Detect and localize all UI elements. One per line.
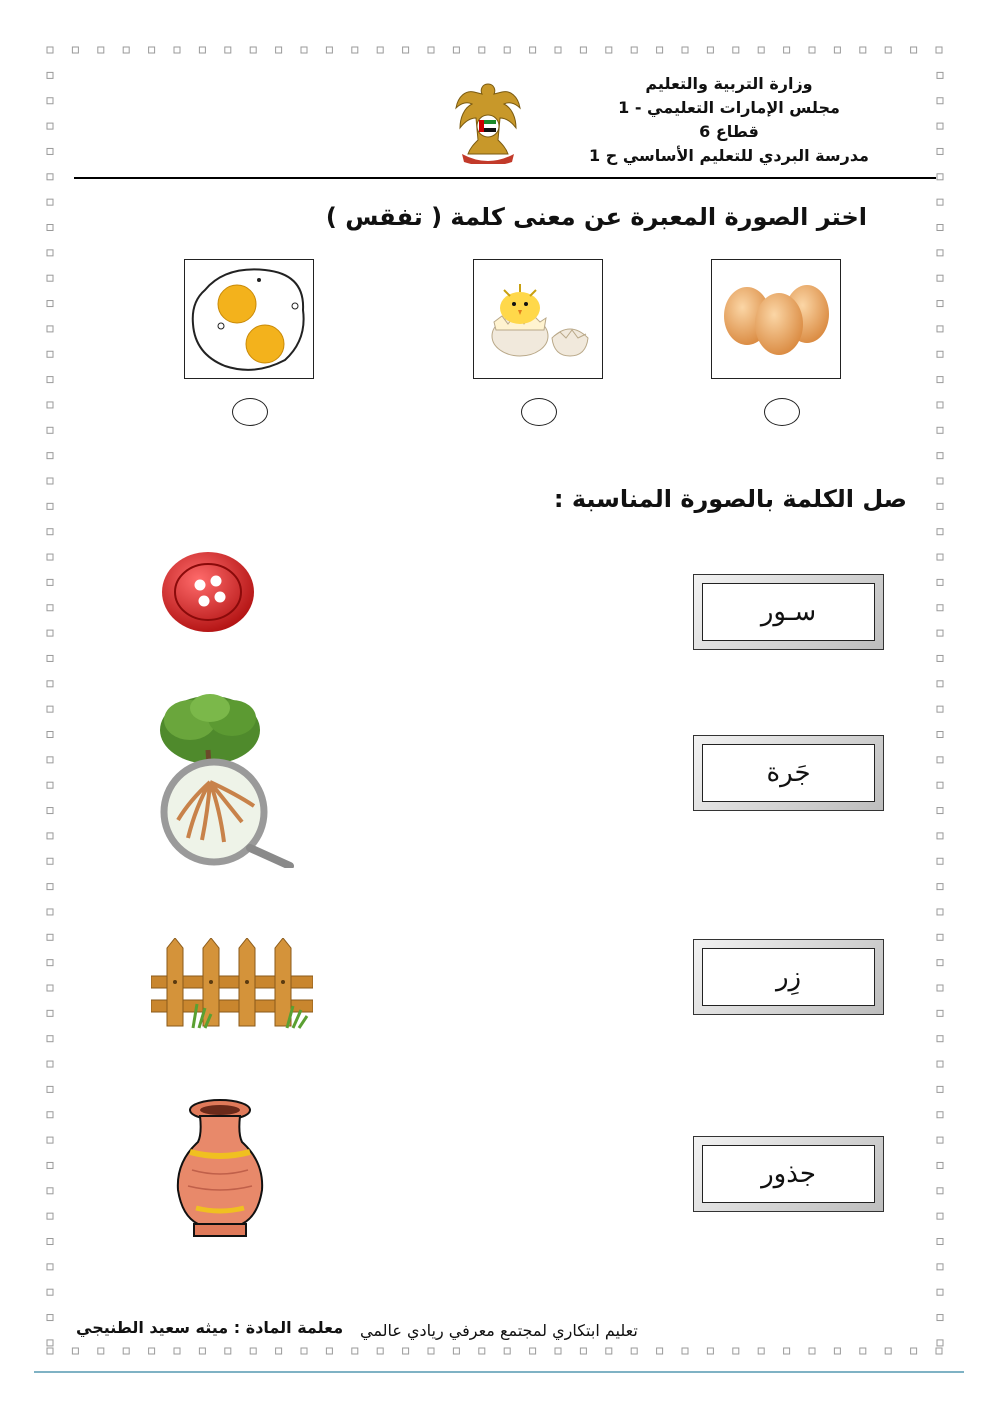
border-dot — [377, 47, 383, 53]
border-dot — [555, 47, 561, 53]
border-dot — [47, 98, 53, 104]
border-dot — [860, 47, 866, 53]
border-dot — [47, 554, 53, 560]
border-dot — [47, 199, 53, 205]
border-dot — [47, 706, 53, 712]
fried-eggs-icon — [185, 260, 313, 378]
border-dot — [47, 808, 53, 814]
word-card-label: زِر — [702, 948, 875, 1006]
border-dot — [936, 1348, 942, 1354]
border-dot — [911, 47, 917, 53]
border-dot — [937, 1137, 943, 1143]
border-dot — [47, 402, 53, 408]
border-dot — [47, 833, 53, 839]
border-dot — [149, 1348, 155, 1354]
border-dot — [47, 909, 53, 915]
border-dot — [174, 47, 180, 53]
border-dot — [479, 1348, 485, 1354]
border-dot — [530, 47, 536, 53]
roots-icon[interactable] — [150, 690, 296, 868]
eggs-icon — [712, 260, 840, 378]
border-dot — [885, 1348, 891, 1354]
border-dot — [47, 1315, 53, 1321]
border-dot — [47, 985, 53, 991]
option-fried-eggs-choice-circle[interactable] — [232, 398, 268, 426]
word-card-label: جَرة — [702, 744, 875, 802]
uae-emblem-icon — [452, 78, 524, 164]
border-dot — [937, 909, 943, 915]
border-dot — [47, 884, 53, 890]
border-dot — [47, 858, 53, 864]
border-dot — [352, 47, 358, 53]
border-dot — [250, 47, 256, 53]
border-dot — [937, 1162, 943, 1168]
word-card-label: جذور — [702, 1145, 875, 1203]
border-dot — [504, 1348, 510, 1354]
border-dot — [301, 1348, 307, 1354]
border-dot — [606, 1348, 612, 1354]
border-dot — [937, 1239, 943, 1245]
border-dot — [47, 1213, 53, 1219]
option-hatching-chick-picture[interactable] — [473, 259, 603, 379]
border-dot — [834, 1348, 840, 1354]
border-dot — [47, 326, 53, 332]
border-dot — [937, 1289, 943, 1295]
border-dot — [47, 275, 53, 281]
border-dot — [937, 98, 943, 104]
fence-icon[interactable] — [151, 938, 313, 1034]
border-dot — [199, 47, 205, 53]
border-dot — [479, 47, 485, 53]
border-dot — [937, 782, 943, 788]
border-dot — [937, 72, 943, 78]
border-dot — [937, 148, 943, 154]
border-dot — [631, 1348, 637, 1354]
border-dot — [784, 1348, 790, 1354]
border-dot — [937, 1188, 943, 1194]
border-dot — [47, 250, 53, 256]
border-dot — [301, 47, 307, 53]
border-dot — [682, 1348, 688, 1354]
border-dot — [47, 960, 53, 966]
border-dot — [937, 706, 943, 712]
school-motto: تعليم ابتكاري لمجتمع معرفي ريادي عالمي — [360, 1321, 638, 1340]
border-dot — [98, 47, 104, 53]
border-dot — [326, 1348, 332, 1354]
border-dot — [123, 1348, 129, 1354]
border-dot — [937, 579, 943, 585]
border-dot — [937, 199, 943, 205]
border-dot — [937, 529, 943, 535]
jar-icon[interactable] — [172, 1098, 268, 1240]
border-dot — [937, 1315, 943, 1321]
border-dot — [937, 655, 943, 661]
border-dot — [937, 250, 943, 256]
border-dot — [937, 757, 943, 763]
border-dot — [937, 934, 943, 940]
border-dot — [657, 1348, 663, 1354]
border-dot — [937, 174, 943, 180]
border-dot — [47, 1162, 53, 1168]
border-dot — [47, 1137, 53, 1143]
border-dot — [326, 47, 332, 53]
border-dot — [937, 1340, 943, 1346]
border-dot — [47, 301, 53, 307]
border-dot — [937, 960, 943, 966]
border-dot — [47, 1188, 53, 1194]
school-header — [564, 72, 894, 168]
option-eggs-choice-circle[interactable] — [764, 398, 800, 426]
border-dot — [47, 1348, 53, 1354]
border-dot — [47, 1289, 53, 1295]
border-dot — [47, 1112, 53, 1118]
border-dot — [937, 630, 943, 636]
border-dot — [937, 453, 943, 459]
border-dot — [47, 478, 53, 484]
option-fried-eggs-picture[interactable] — [184, 259, 314, 379]
border-dot — [937, 427, 943, 433]
border-dot — [937, 1086, 943, 1092]
border-dot — [276, 47, 282, 53]
border-dot — [555, 1348, 561, 1354]
border-dot — [47, 453, 53, 459]
border-dot — [47, 72, 53, 78]
border-dot — [453, 47, 459, 53]
border-dot — [123, 47, 129, 53]
border-dot — [733, 1348, 739, 1354]
border-dot — [937, 554, 943, 560]
border-dot — [47, 47, 53, 53]
border-dot — [657, 47, 663, 53]
border-dot — [428, 1348, 434, 1354]
border-dot — [809, 1348, 815, 1354]
border-dot — [937, 808, 943, 814]
border-dot — [937, 681, 943, 687]
question-2-prompt: صل الكلمة بالصورة المناسبة : — [553, 485, 907, 513]
border-dot — [936, 47, 942, 53]
border-dot — [47, 630, 53, 636]
border-dot — [937, 605, 943, 611]
border-dot — [937, 1264, 943, 1270]
border-dot — [606, 47, 612, 53]
border-dot — [937, 225, 943, 231]
border-dot — [530, 1348, 536, 1354]
border-dot — [72, 1348, 78, 1354]
button-icon[interactable] — [158, 548, 258, 638]
border-dot — [47, 123, 53, 129]
border-dot — [885, 47, 891, 53]
border-dot — [199, 1348, 205, 1354]
question-1-prompt: اختر الصورة المعبرة عن معنى كلمة ( تفقس ) — [325, 203, 867, 231]
border-dot — [225, 47, 231, 53]
border-dot — [428, 47, 434, 53]
border-dot — [937, 503, 943, 509]
border-dot — [860, 1348, 866, 1354]
border-dot — [225, 1348, 231, 1354]
border-dot — [149, 47, 155, 53]
border-dot — [758, 47, 764, 53]
border-dot — [47, 174, 53, 180]
border-dot — [937, 301, 943, 307]
border-dot — [733, 47, 739, 53]
border-dot — [707, 1348, 713, 1354]
border-dot — [47, 427, 53, 433]
border-dot — [250, 1348, 256, 1354]
border-dot — [937, 732, 943, 738]
border-dot — [937, 1010, 943, 1016]
border-dot — [758, 1348, 764, 1354]
border-dot — [47, 782, 53, 788]
border-dot — [937, 123, 943, 129]
school-name: مدرسة البردي للتعليم الأساسي ح 1 — [589, 146, 869, 165]
border-dot — [911, 1348, 917, 1354]
border-dot — [47, 1010, 53, 1016]
border-dot — [403, 1348, 409, 1354]
border-dot — [504, 47, 510, 53]
word-card-1[interactable] — [693, 574, 884, 650]
teacher-name: معلمة المادة : ميثه سعيد الطنيجي — [76, 1318, 344, 1337]
border-dot — [47, 351, 53, 357]
border-dot — [403, 47, 409, 53]
word-card-2[interactable] — [693, 735, 884, 811]
border-dot — [47, 605, 53, 611]
border-dot — [47, 579, 53, 585]
border-dot — [937, 1112, 943, 1118]
border-dot — [47, 148, 53, 154]
word-card-3[interactable] — [693, 939, 884, 1015]
border-dot — [809, 47, 815, 53]
border-dot — [47, 732, 53, 738]
border-dot — [834, 47, 840, 53]
option-eggs-picture[interactable] — [711, 259, 841, 379]
border-dot — [47, 529, 53, 535]
border-dot — [47, 1086, 53, 1092]
option-hatching-chick-choice-circle[interactable] — [521, 398, 557, 426]
word-card-label: سـور — [702, 583, 875, 641]
border-dot — [98, 1348, 104, 1354]
border-dot — [707, 47, 713, 53]
border-dot — [47, 1036, 53, 1042]
header-divider — [74, 177, 936, 179]
border-dot — [580, 47, 586, 53]
border-dot — [47, 681, 53, 687]
border-dot — [937, 402, 943, 408]
border-dot — [174, 1348, 180, 1354]
border-dot — [784, 47, 790, 53]
border-dot — [937, 1213, 943, 1219]
word-card-4[interactable] — [693, 1136, 884, 1212]
border-dot — [47, 934, 53, 940]
border-dot — [937, 833, 943, 839]
council-name: مجلس الإمارات التعليمي - 1 — [618, 98, 840, 117]
border-dot — [377, 1348, 383, 1354]
border-dot — [937, 884, 943, 890]
border-dot — [937, 1036, 943, 1042]
border-dot — [937, 326, 943, 332]
border-dot — [47, 1340, 53, 1346]
border-dot — [937, 377, 943, 383]
border-dot — [276, 1348, 282, 1354]
sector-name: قطاع 6 — [699, 122, 759, 141]
border-dot — [937, 985, 943, 991]
border-dot — [937, 478, 943, 484]
border-dot — [47, 1239, 53, 1245]
border-dot — [47, 503, 53, 509]
hatching-chick-icon — [474, 260, 602, 378]
border-dot — [47, 757, 53, 763]
border-dot — [682, 47, 688, 53]
border-dot — [937, 275, 943, 281]
border-dot — [47, 1264, 53, 1270]
border-dot — [580, 1348, 586, 1354]
border-dot — [47, 377, 53, 383]
bottom-decorative-line — [34, 1371, 964, 1373]
border-dot — [453, 1348, 459, 1354]
border-dot — [47, 655, 53, 661]
border-dot — [352, 1348, 358, 1354]
border-dot — [72, 47, 78, 53]
border-dot — [937, 351, 943, 357]
ministry-name: وزارة التربية والتعليم — [645, 74, 813, 93]
border-dot — [47, 1061, 53, 1067]
border-dot — [631, 47, 637, 53]
border-dot — [937, 1061, 943, 1067]
border-dot — [937, 858, 943, 864]
border-dot — [47, 225, 53, 231]
